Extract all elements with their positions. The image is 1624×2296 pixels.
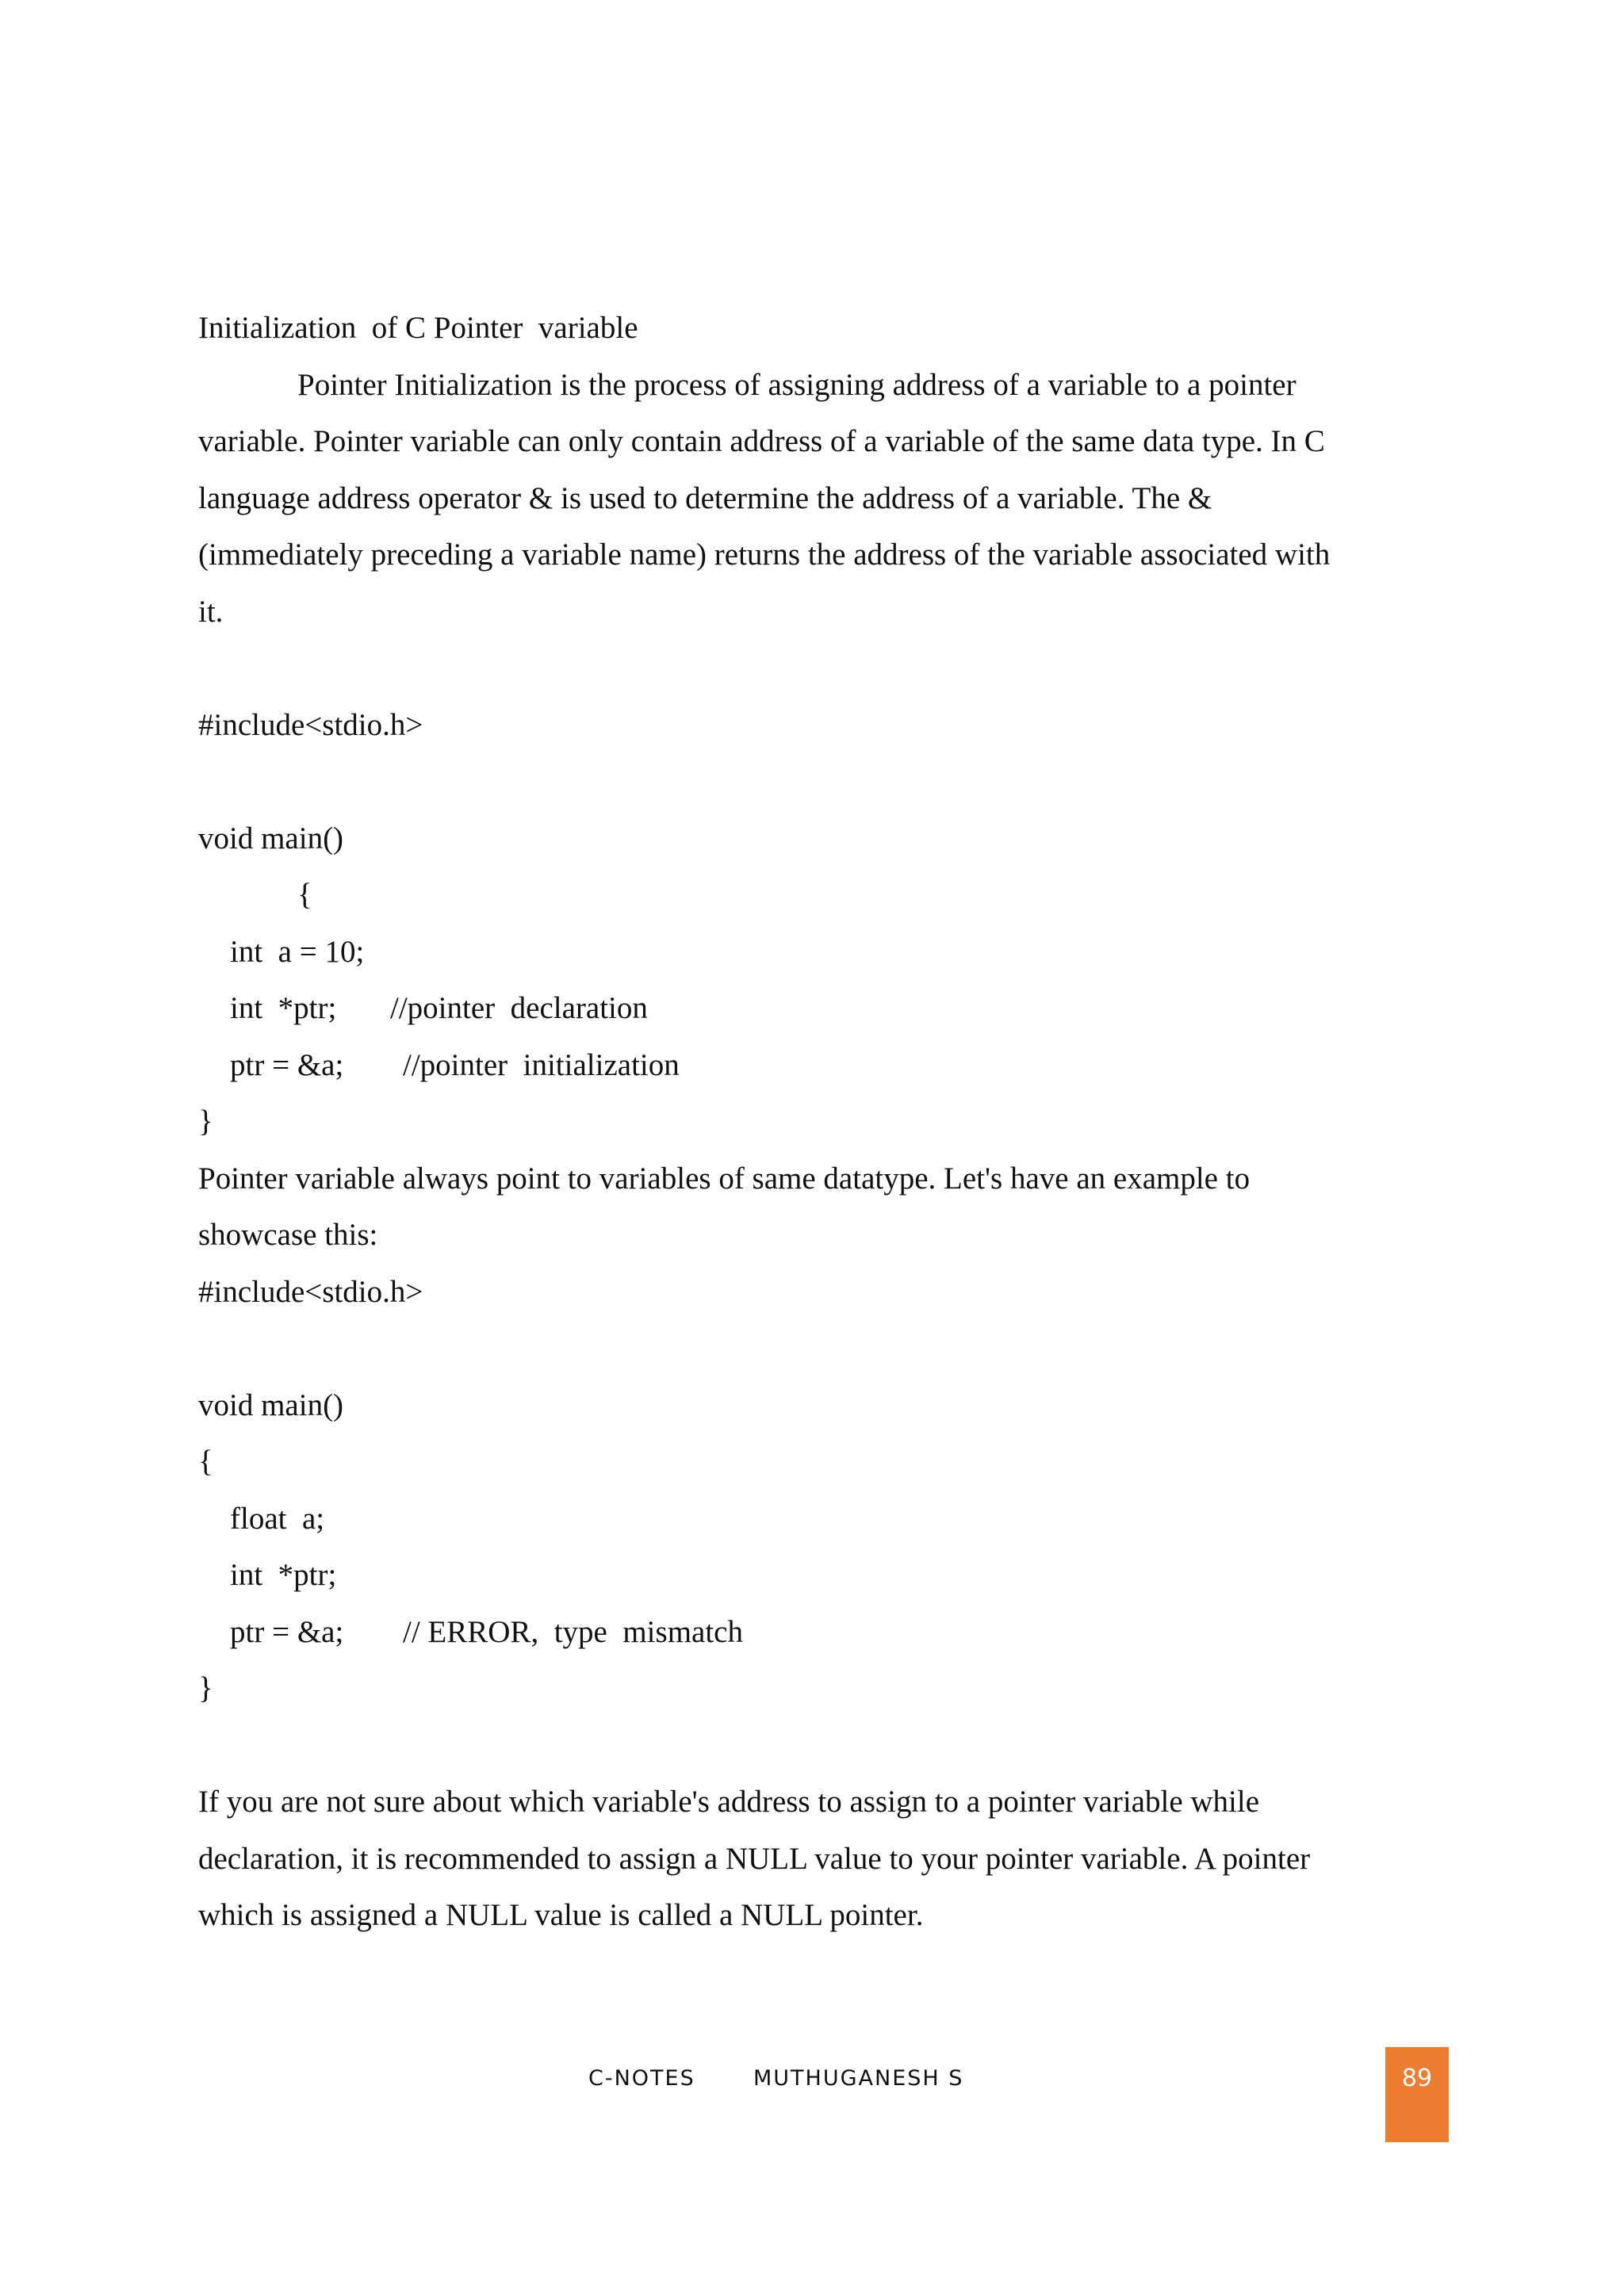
middle-line-2: showcase this:: [198, 1218, 378, 1252]
page-content: [198, 300, 1411, 1944]
footer-title: C-NOTES: [588, 2066, 695, 2091]
intro-line-4: (immediately preceding a variable name) returns the address of the variable associated with: [198, 538, 1331, 572]
code1-line-1: int a = 10;: [230, 934, 365, 969]
code2-line-2: int *ptr;: [230, 1558, 337, 1592]
code2-main: void main(): [198, 1387, 344, 1422]
intro-line-5: it.: [198, 594, 224, 629]
code1-close-brace: }: [198, 1104, 213, 1138]
code2-line-3: [198, 1604, 1411, 1661]
code1-line-3-code: ptr = &a;: [230, 1047, 344, 1082]
blank-line: [198, 1320, 1411, 1377]
footer-author: MUTHUGANESH S: [753, 2066, 964, 2091]
closing-line-3: which is assigned a NULL value is called a NULL pointer.: [198, 1898, 924, 1932]
blank-line: [198, 1717, 1411, 1774]
code1-include: #include<stdio.h>: [198, 707, 423, 742]
page-number-badge: [1385, 2047, 1449, 2142]
code2-line-3-code: ptr = &a;: [230, 1614, 344, 1649]
intro-line-2: variable. Pointer variable can only contain address of a variable of the same data type. In C: [198, 424, 1325, 458]
middle-line-1: Pointer variable always point to variables of same datatype. Let's have an example to: [198, 1161, 1251, 1196]
code1-open-brace: {: [297, 878, 312, 912]
page-number: 89: [1401, 2064, 1433, 2092]
code1-line-2-comment: //pointer declaration: [390, 991, 648, 1025]
code2-line-1: float a;: [230, 1501, 325, 1536]
code1-line-2-code: int *ptr;: [230, 991, 337, 1025]
blank-line: [198, 753, 1411, 810]
code2-include: #include<stdio.h>: [198, 1274, 423, 1309]
code1-line-3: [198, 1037, 1411, 1094]
code1-line-3-comment: //pointer initialization: [403, 1047, 680, 1082]
closing-line-2: declaration, it is recommended to assign a NULL value to your pointer variable. A pointer: [198, 1841, 1311, 1876]
closing-line-1: If you are not sure about which variable's address to assign to a pointer variable while: [198, 1785, 1260, 1819]
intro-line-3: language address operator & is used to determine the address of a variable. The &: [198, 480, 1212, 515]
blank-line: [198, 640, 1411, 697]
code1-main: void main(): [198, 821, 344, 855]
intro-line-1: Pointer Initialization is the process of assigning address of a variable to a pointer: [297, 367, 1297, 402]
code2-open-brace: {: [198, 1445, 213, 1479]
section-title: Initialization of C Pointer variable: [198, 311, 638, 345]
page-footer: [0, 2047, 1624, 2103]
code1-line-2: [198, 980, 1411, 1037]
code2-close-brace: }: [198, 1671, 213, 1705]
code2-line-3-comment: // ERROR, type mismatch: [403, 1614, 743, 1649]
